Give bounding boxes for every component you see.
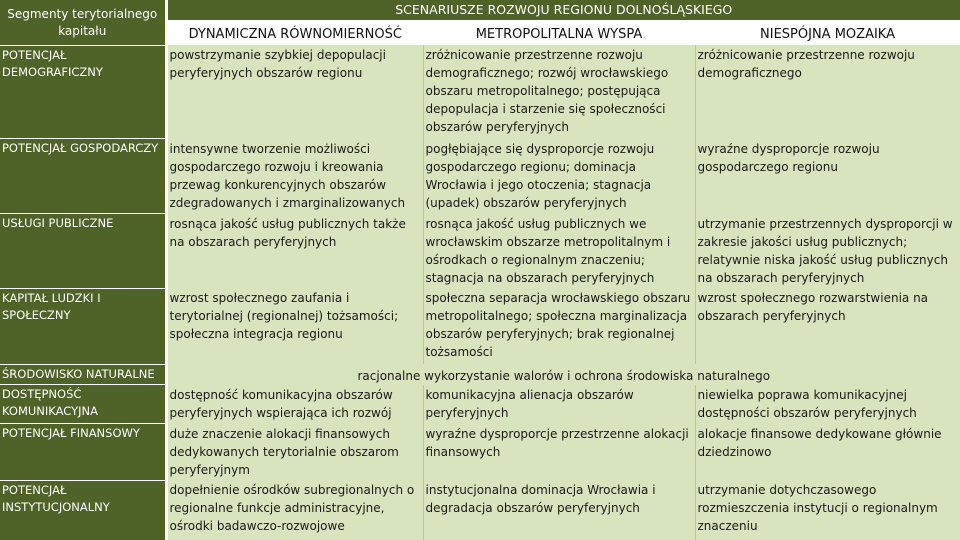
table-row: [0, 288, 960, 364]
table-row: [0, 385, 960, 424]
scenario-header-3: NIESPÓJNA MOZAIKA: [695, 21, 960, 46]
table-cell: wyraźne dysproporcje rozwoju gospodarczego regionu: [695, 139, 960, 214]
table-row: [0, 364, 960, 385]
table-row: [0, 424, 960, 480]
row-label: POTENCJAŁ INSTYTUCJONALNY: [0, 480, 166, 540]
table-cell: wzrost społecznego rozwarstwienia na obszarach peryferyjnych: [695, 288, 960, 364]
row-label: KAPITAŁ LUDZKI I SPOŁECZNY: [0, 288, 166, 364]
table-cell: duże znaczenie alokacji finansowych dedykowanych terytorialnie obszarom peryferyjnym: [166, 424, 423, 480]
table-cell: utrzymanie dotychczasowego rozmieszczenia instytucji o regionalnym znaczeniu: [695, 480, 960, 540]
row-label: POTENCJAŁ FINANSOWY: [0, 424, 166, 480]
table-cell: wyraźne dysproporcje przestrzenne alokacji finansowych: [423, 424, 695, 480]
row-label: ŚRODOWISKO NATURALNE: [0, 364, 166, 385]
corner-header: Segmenty terytorialnego kapitału: [0, 0, 166, 45]
table-row: [0, 45, 960, 138]
table-cell: pogłębiające się dysproporcje rozwoju gospodarczego regionu; dominacja Wrocławia i jego otoczenia; stagnacja (upadek) obszarów peryferyjnych: [423, 139, 695, 214]
table-cell: dostępność komunikacyjna obszarów peryferyjnych wspierająca ich rozwój: [166, 385, 423, 424]
table-title: SCENARIUSZE ROZWOJU REGIONU DOLNOŚLĄSKIEGO: [166, 0, 960, 21]
table-cell: społeczna separacja wrocławskiego obszaru metropolitalnego; społeczna marginalizacja obszarów peryferyjnych; brak regionalnej tożsamości: [423, 288, 695, 364]
table-cell: dopełnienie ośrodków subregionalnych o regionalne funkcje administracyjne, ośrodki badawczo-rozwojowe: [166, 480, 423, 540]
table-row: [0, 139, 960, 214]
table-cell: rosnąca jakość usług publicznych także na obszarach peryferyjnych: [166, 214, 423, 289]
row-label: POTENCJAŁ GOSPODARCZY: [0, 139, 166, 214]
table-row: [0, 480, 960, 540]
table-cell: zróżnicowanie przestrzenne rozwoju demograficznego; rozwój wrocławskiego obszaru metropolitalnego; postępująca depopulacja i starzenie się społeczności obszarów peryferyjnych: [423, 45, 695, 138]
table-cell: alokacje finansowe dedykowane głównie dziedzinowo: [695, 424, 960, 480]
scenario-header-2: METROPOLITALNA WYSPA: [423, 21, 695, 46]
row-label: USŁUGI PUBLICZNE: [0, 214, 166, 289]
table-cell: powstrzymanie szybkiej depopulacji peryferyjnych obszarów regionu: [166, 45, 423, 138]
row-label: DOSTĘPNOŚĆ KOMUNIKACYJNA: [0, 385, 166, 424]
table-cell: rosnąca jakość usług publicznych we wrocławskim obszarze metropolitalnym i ośrodkach o regionalnym znaczeniu; stagnacja na obszarach peryferyjnych: [423, 214, 695, 289]
table-cell: komunikacyjna alienacja obszarów peryferyjnych: [423, 385, 695, 424]
table-cell: wzrost społecznego zaufania i terytorialnej (regionalnej) tożsamości; społeczna integracja regionu: [166, 288, 423, 364]
scenario-header-1: DYNAMICZNA RÓWNOMIERNOŚĆ: [166, 21, 423, 46]
table-cell: utrzymanie przestrzennych dysproporcji w zakresie jakości usług publicznych; relatywnie niska jakość usług publicznych na obszarach peryferyjnych: [695, 214, 960, 289]
table-cell: instytucjonalna dominacja Wrocławia i degradacja obszarów peryferyjnych: [423, 480, 695, 540]
table-row: [0, 214, 960, 289]
table-cell-full: racjonalne wykorzystanie walorów i ochrona środowiska naturalnego: [166, 364, 960, 385]
table-cell: niewielka poprawa komunikacyjnej dostępności obszarów peryferyjnych: [695, 385, 960, 424]
row-label: POTENCJAŁ DEMOGRAFICZNY: [0, 45, 166, 138]
table-cell: intensywne tworzenie możliwości gospodarczego rozwoju i kreowania przewag konkurencyjnych obszarów zdegradowanych i zmarginalizowanych: [166, 139, 423, 214]
table-cell: zróżnicowanie przestrzenne rozwoju demograficznego: [695, 45, 960, 138]
